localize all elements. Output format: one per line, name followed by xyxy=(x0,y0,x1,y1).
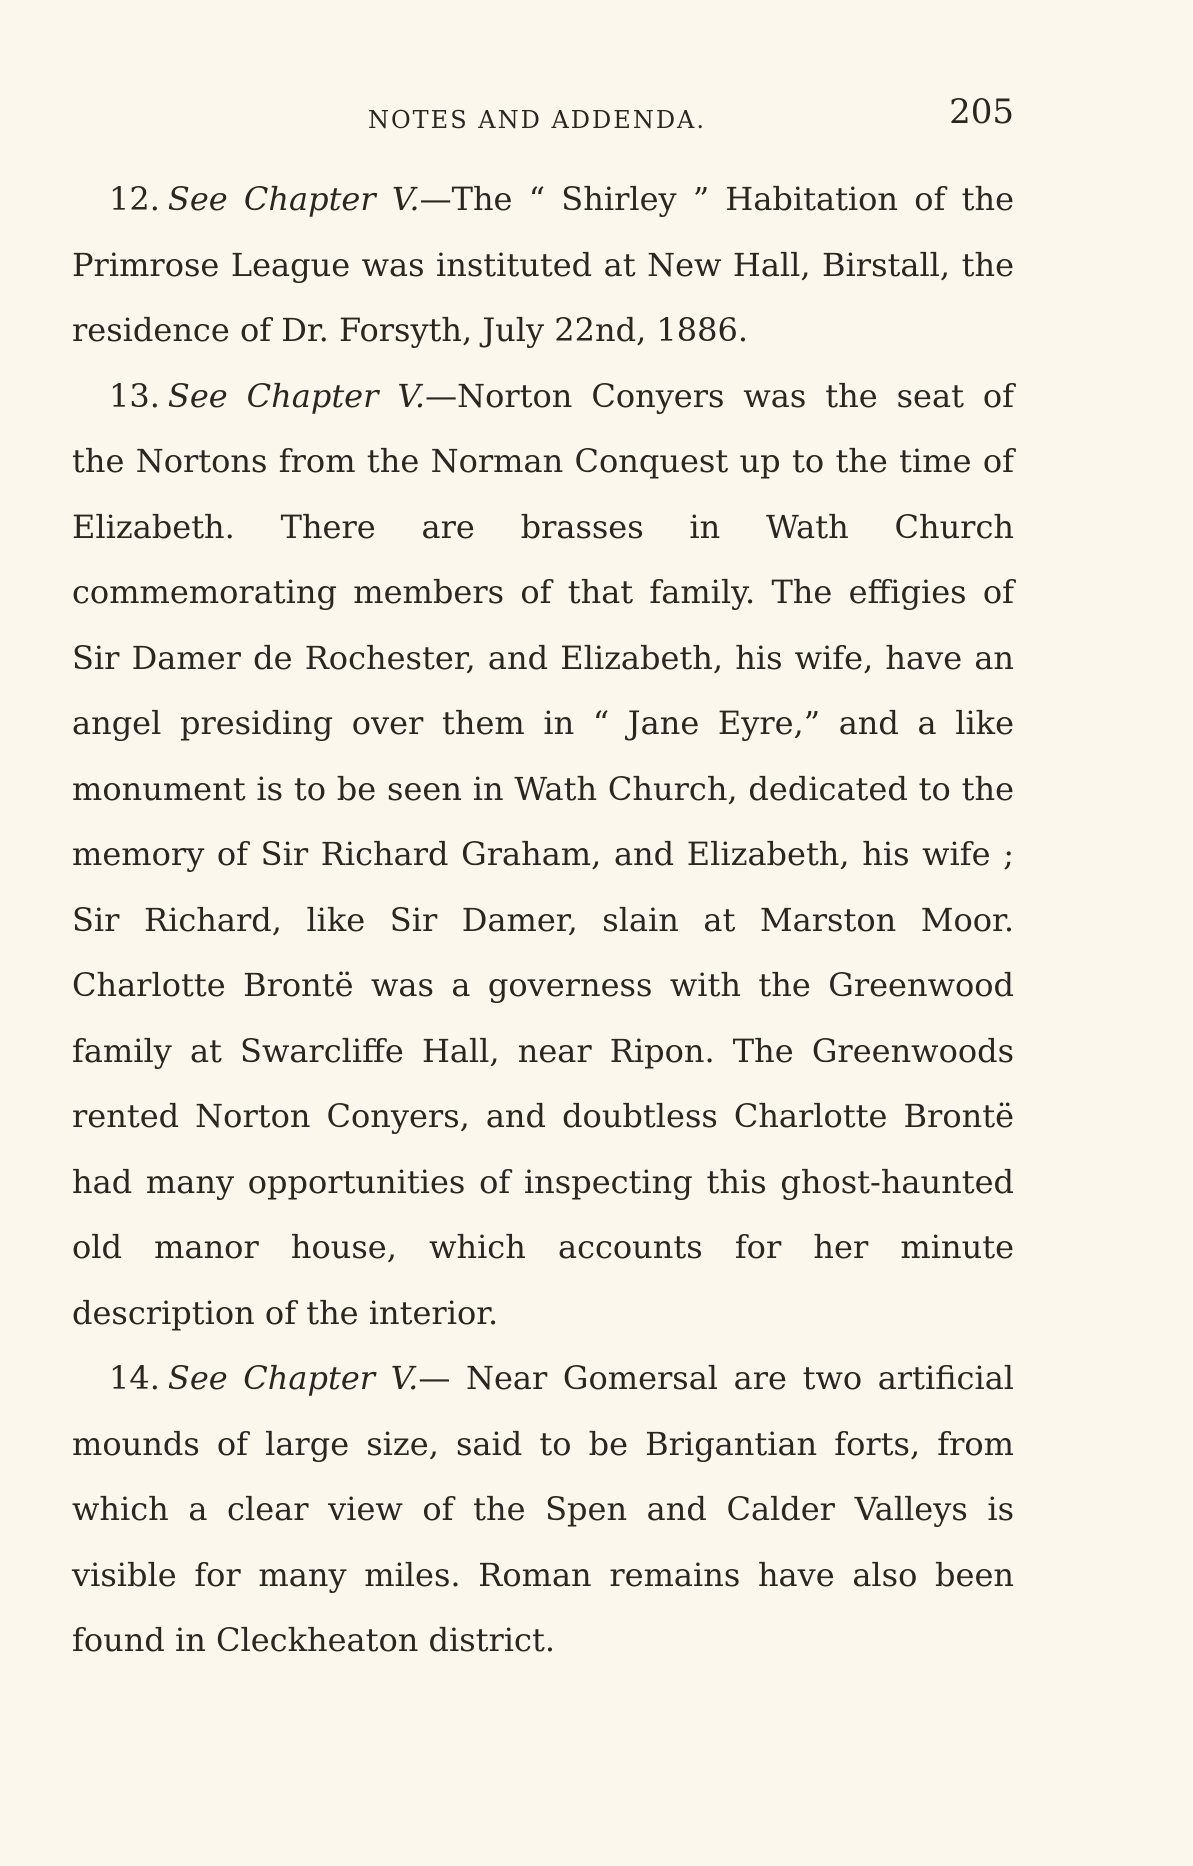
note-number: 13. xyxy=(109,376,160,415)
note-13 xyxy=(72,364,1014,1347)
note-text: — Near Gomersal are two artificial mounds of large size, said to be Brigantian forts, from which a clear view of the Spen and Calder Valleys is visible for many miles. Roman remains have also been found in Cleckheaton district. xyxy=(72,1359,1015,1659)
notes-content xyxy=(72,167,1014,1674)
note-number: 12. xyxy=(109,180,160,218)
note-text: —Norton Conyers was the seat of the Nortons from the Norman Conquest up to the time of Elizabeth. There are brasses in Wath Church commemorating members of that family. The effigies of Sir Damer de Rochester, and Elizabeth, his wife, have an angel presiding over them in “ Jane Eyre,” and a like monument is to be seen in Wath Church, dedicated to the memory of Sir Richard Graham, and Elizabeth, his wife ; Sir Richard, like Sir Damer, slain at Marston Moor. Charlotte Brontë was a governess with the Greenwood family at Swarcliffe Hall, near Ripon. The Greenwoods rented Norton Conyers, and doubtless Charlotte Brontë had many opportunities of inspecting this ghost-haunted old manor house, which accounts for her minute description of the interior. xyxy=(72,376,1014,1332)
note-number: 14. xyxy=(109,1359,160,1397)
note-14 xyxy=(72,1346,1014,1674)
chapter-reference: See Chapter V. xyxy=(167,180,420,218)
note-12 xyxy=(72,167,1014,364)
note-text: —The “ Shirley ” Habitation of the Primrose League was instituted at New Hall, Birstall, the residence of Dr. Forsyth, July 22nd, 1886. xyxy=(72,180,1015,349)
running-head: NOTES AND ADDENDA. xyxy=(368,106,707,134)
chapter-reference: See Chapter V. xyxy=(167,376,426,415)
page-number: 205 xyxy=(949,92,1014,132)
page-header xyxy=(72,92,1014,142)
chapter-reference: See Chapter V. xyxy=(167,1359,419,1397)
